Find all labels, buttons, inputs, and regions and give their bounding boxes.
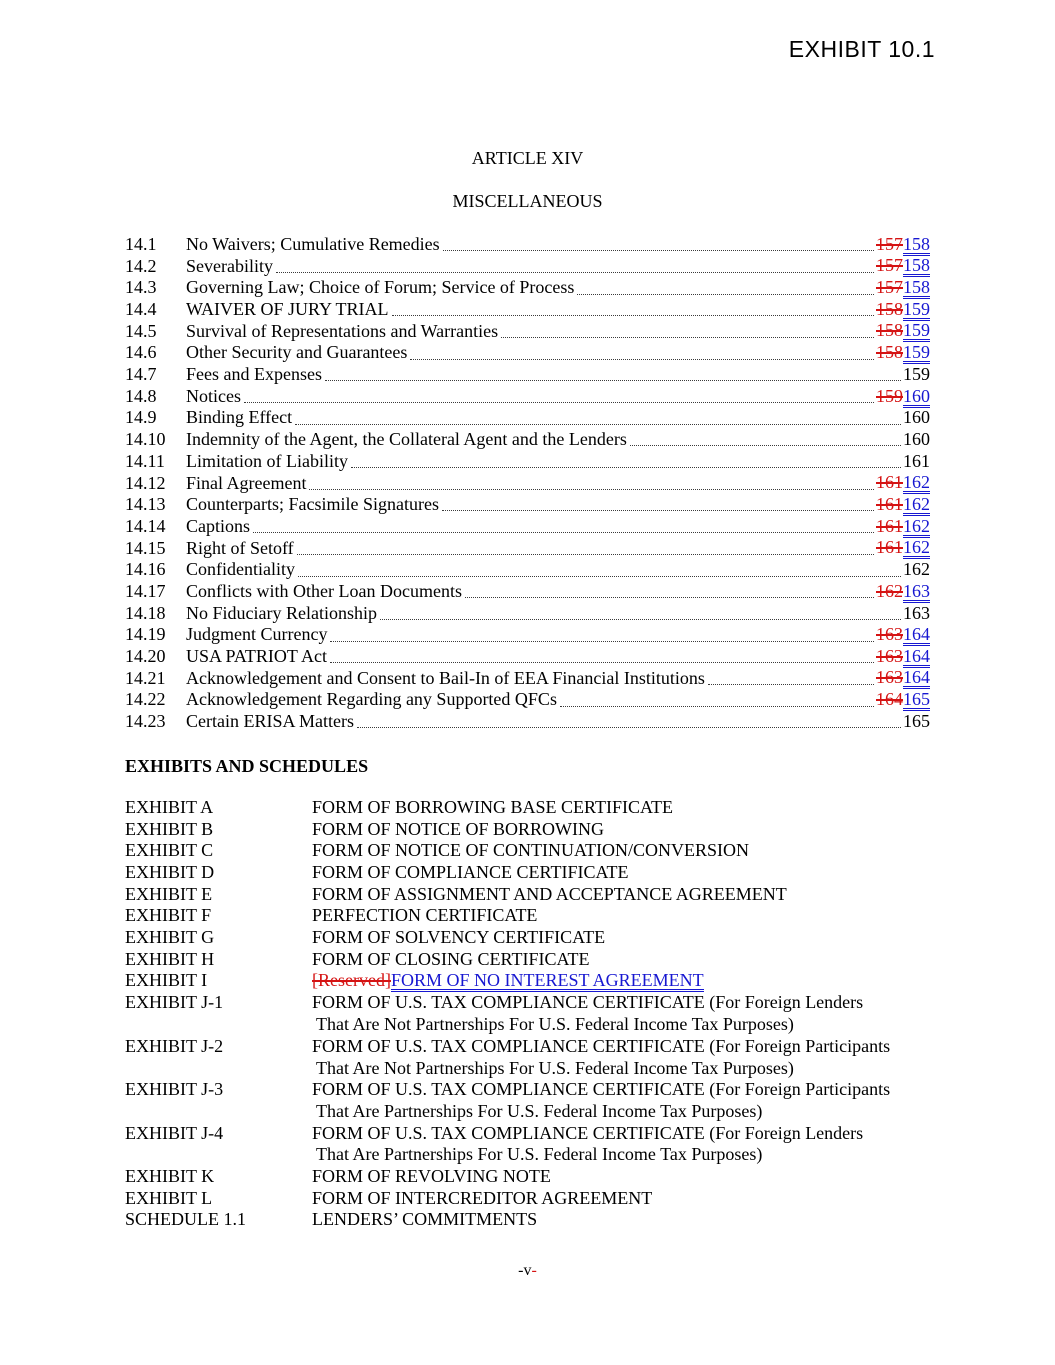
exhibit-description-line: FORM OF REVOLVING NOTE [312,1166,551,1187]
exhibit-row [125,1209,930,1231]
toc-page-new-inserted: 163 [903,580,930,601]
exhibit-row [125,1188,930,1210]
toc-page-old-deleted: 157 [876,255,903,276]
toc-page-numbers [903,429,930,451]
toc-page-old-deleted: 158 [876,342,903,363]
toc-page: 160 [903,429,930,450]
toc-section-title: Limitation of Liability [186,450,348,471]
toc-page-old-deleted: 164 [876,689,903,710]
toc-dotted-leader [253,532,874,533]
toc-section-number: 14.21 [125,667,166,688]
toc-dotted-leader [330,662,874,663]
toc-section-number: 14.2 [125,255,157,276]
exhibit-description [312,992,930,1035]
toc-entry [125,538,930,560]
toc-entry [125,603,930,625]
exhibit-label: EXHIBIT H [125,948,215,969]
toc-page-old-deleted: 163 [876,645,903,666]
toc-dotted-leader [380,619,901,620]
toc-section-title: Judgment Currency [186,624,328,645]
toc-dotted-leader [501,337,874,338]
toc-entry [125,277,930,299]
toc-dotted-leader [708,684,874,685]
table-of-contents [125,234,930,733]
toc-entry [125,624,930,646]
toc-entry [125,451,930,473]
toc-entry [125,711,930,733]
exhibit-row [125,862,930,884]
toc-page-numbers [903,451,930,473]
toc-entry [125,364,930,386]
toc-entry [125,494,930,516]
toc-entry [125,234,930,256]
toc-page-old-deleted: 161 [876,493,903,514]
article-subtitle: MISCELLANEOUS [452,191,603,211]
exhibit-list [125,797,930,1231]
exhibit-description-line: That Are Partnerships For U.S. Federal Income Tax Purposes) [316,1100,763,1121]
exhibit-label: EXHIBIT A [125,796,214,817]
toc-page-numbers [876,624,930,646]
toc-section-title: WAIVER OF JURY TRIAL [186,299,389,320]
toc-page-new-inserted: 164 [903,667,930,688]
footer-page-number [0,1262,1055,1280]
exhibit-description [312,862,930,884]
toc-page-old-deleted: 161 [876,515,903,536]
exhibit-description-line: FORM OF U.S. TAX COMPLIANCE CERTIFICATE (For Foreign Participants [312,1079,891,1100]
toc-section-number: 14.16 [125,559,166,580]
toc-page-numbers [903,407,930,429]
toc-page-new-inserted: 162 [903,515,930,536]
toc-section-title: Certain ERISA Matters [186,711,354,732]
toc-section-title: Binding Effect [186,407,293,428]
exhibit-row [125,949,930,971]
exhibit-label: EXHIBIT L [125,1187,213,1208]
toc-page-numbers [876,234,930,256]
toc-page-old-deleted: 163 [876,667,903,688]
article-title: ARTICLE XIV [471,148,584,168]
exhibit-label: EXHIBIT D [125,861,215,882]
exhibit-row [125,905,930,927]
exhibit-description [312,927,930,949]
toc-section-number: 14.3 [125,277,157,298]
toc-page: 160 [903,407,930,428]
exhibit-description [312,970,930,992]
toc-page-numbers [876,299,930,321]
toc-section-number: 14.10 [125,429,166,450]
toc-page-numbers [876,537,930,559]
exhibit-label: EXHIBIT G [125,927,215,948]
toc-page-numbers [903,603,930,625]
exhibit-label: EXHIBIT I [125,970,208,991]
exhibit-description [312,840,930,862]
toc-section-number: 14.19 [125,624,166,645]
toc-entry [125,646,930,668]
toc-page-numbers [876,255,930,277]
exhibit-label: EXHIBIT J-1 [125,992,224,1013]
toc-section-title: Indemnity of the Agent, the Collateral Agent and the Lenders [186,429,627,450]
toc-dotted-leader [410,359,874,360]
toc-entry [125,256,930,278]
toc-dotted-leader [465,597,874,598]
exhibit-label: EXHIBIT F [125,905,212,926]
toc-section-number: 14.7 [125,364,157,385]
exhibit-row [125,840,930,862]
toc-section-title: Fees and Expenses [186,364,322,385]
toc-entry [125,429,930,451]
toc-page-old-deleted: 159 [876,385,903,406]
exhibit-description-line: FORM OF NOTICE OF CONTINUATION/CONVERSION [312,840,750,861]
toc-page-old-deleted: 161 [876,472,903,493]
toc-page-old-deleted: 157 [876,277,903,298]
toc-page-numbers [903,364,930,386]
toc-section-number: 14.20 [125,646,166,667]
exhibit-row [125,1036,930,1079]
toc-dotted-leader [298,576,901,577]
exhibit-label: EXHIBIT C [125,840,214,861]
exhibit-row [125,797,930,819]
exhibit-description [312,1036,930,1079]
toc-page: 163 [903,602,930,623]
toc-page-numbers [903,559,930,581]
toc-page-new-inserted: 165 [903,689,930,710]
toc-section-number: 14.6 [125,342,157,363]
toc-section-title: Notices [186,385,241,406]
toc-page-old-deleted: 163 [876,624,903,645]
exhibit-description-line: FORM OF U.S. TAX COMPLIANCE CERTIFICATE (For Foreign Lenders [312,992,864,1013]
toc-section-title: Acknowledgement Regarding any Supported QFCs [186,689,557,710]
exhibit-row [125,927,930,949]
toc-page-numbers [876,689,930,711]
toc-section-title: Governing Law; Choice of Forum; Service of Process [186,277,575,298]
toc-page-numbers [876,494,930,516]
exhibit-label: EXHIBIT J-2 [125,1035,224,1056]
toc-entry [125,408,930,430]
exhibit-row [125,1166,930,1188]
toc-entry [125,689,930,711]
toc-dotted-leader [577,294,874,295]
toc-section-number: 14.1 [125,233,157,254]
toc-page: 165 [903,711,930,732]
toc-section-number: 14.9 [125,407,157,428]
exhibit-description [312,819,930,841]
toc-section-number: 14.8 [125,385,157,406]
toc-section-title: Survival of Representations and Warranties [186,320,499,341]
toc-page-old-deleted: 162 [876,580,903,601]
toc-entry [125,386,930,408]
toc-entry [125,559,930,581]
toc-dotted-leader [297,554,874,555]
exhibit-description [312,949,930,971]
toc-dotted-leader [330,641,874,642]
toc-page-new-inserted: 159 [903,342,930,363]
toc-page-numbers [903,711,930,733]
exhibit-row [125,884,930,906]
exhibit-description [312,1188,930,1210]
exhibit-row [125,1079,930,1122]
toc-section-title: Final Agreement [186,472,307,493]
toc-page-new-inserted: 158 [903,255,930,276]
toc-page-new-inserted: 160 [903,385,930,406]
footer-page-label: -v [518,1262,532,1279]
toc-dotted-leader [392,315,874,316]
toc-entry [125,299,930,321]
toc-dotted-leader [357,727,901,728]
exhibit-description-line: LENDERS’ COMMITMENTS [312,1209,538,1230]
exhibit-description [312,884,930,906]
exhibit-description [312,797,930,819]
toc-page-old-deleted: 158 [876,320,903,341]
toc-entry [125,342,930,364]
exhibit-label: EXHIBIT E [125,883,213,904]
toc-section-number: 14.18 [125,602,166,623]
toc-dotted-leader [244,402,874,403]
toc-page-numbers [876,516,930,538]
toc-dotted-leader [443,250,874,251]
exhibit-description-line [312,970,930,992]
toc-dotted-leader [295,424,901,425]
toc-entry [125,668,930,690]
toc-section-title: Conflicts with Other Loan Documents [186,580,462,601]
toc-page: 159 [903,364,930,385]
toc-page-new-inserted: 164 [903,624,930,645]
toc-section-number: 14.23 [125,711,166,732]
toc-section-number: 14.14 [125,515,166,536]
exhibit-row [125,819,930,841]
exhibit-row [125,1123,930,1166]
toc-entry [125,473,930,495]
exhibit-description-line: That Are Partnerships For U.S. Federal Income Tax Purposes) [316,1144,763,1165]
exhibit-description-line: FORM OF INTERCREDITOR AGREEMENT [312,1187,653,1208]
toc-section-number: 14.13 [125,494,166,515]
toc-section-title: USA PATRIOT Act [186,646,328,667]
exhibit-description-line: FORM OF BORROWING BASE CERTIFICATE [312,796,673,817]
toc-dotted-leader [325,380,901,381]
toc-section-number: 14.15 [125,537,166,558]
toc-section-title: No Fiduciary Relationship [186,602,377,623]
exhibit-description-line: FORM OF U.S. TAX COMPLIANCE CERTIFICATE (For Foreign Participants [312,1035,891,1056]
exhibit-label: EXHIBIT J-3 [125,1079,224,1100]
exhibit-description [312,905,930,927]
exhibit-label: EXHIBIT K [125,1166,215,1187]
exhibit-description-line: FORM OF NOTICE OF BORROWING [312,818,605,839]
toc-page-numbers [876,646,930,668]
toc-dotted-leader [309,489,874,490]
toc-page-new-inserted: 164 [903,645,930,666]
exhibit-label: EXHIBIT B [125,818,214,839]
toc-page-new-inserted: 159 [903,320,930,341]
toc-section-title: Confidentiality [186,559,295,580]
exhibit-description-line: That Are Not Partnerships For U.S. Federal Income Tax Purposes) [316,1057,794,1078]
toc-section-title: Other Security and Guarantees [186,342,408,363]
toc-page-numbers [876,667,930,689]
exhibit-description [312,1079,930,1122]
toc-page-new-inserted: 158 [903,277,930,298]
toc-page-new-inserted: 162 [903,472,930,493]
toc-page-numbers [876,342,930,364]
toc-section-number: 14.17 [125,580,166,601]
toc-page-old-deleted: 157 [876,233,903,254]
deleted-text: [Reserved] [312,970,391,991]
toc-page-numbers [876,472,930,494]
toc-page-numbers [876,277,930,299]
exhibits-schedules-heading: EXHIBITS AND SCHEDULES [125,755,369,776]
toc-entry [125,581,930,603]
footer-deleted-dash: - [531,1262,537,1279]
toc-section-number: 14.11 [125,450,165,471]
toc-section-title: Captions [186,515,251,536]
toc-entry [125,321,930,343]
toc-page-old-deleted: 161 [876,537,903,558]
exhibit-description-line: That Are Not Partnerships For U.S. Federal Income Tax Purposes) [316,1014,794,1035]
exhibit-description [312,1123,930,1166]
toc-dotted-leader [560,706,874,707]
toc-section-number: 14.4 [125,299,157,320]
toc-page-new-inserted: 162 [903,493,930,514]
exhibit-row [125,970,930,992]
toc-section-title: Severability [186,255,273,276]
exhibit-tag: EXHIBIT 10.1 [788,36,935,62]
toc-section-number: 14.22 [125,689,166,710]
exhibit-label: SCHEDULE 1.1 [125,1209,246,1230]
toc-dotted-leader [276,272,874,273]
exhibit-description [312,1209,930,1231]
toc-page-numbers [876,581,930,603]
toc-section-title: Counterparts; Facsimile Signatures [186,494,439,515]
toc-dotted-leader [351,467,901,468]
toc-section-number: 14.12 [125,472,166,493]
toc-section-number: 14.5 [125,320,157,341]
exhibit-description-line: PERFECTION CERTIFICATE [312,905,538,926]
toc-dotted-leader [442,510,874,511]
toc-section-title: Acknowledgement and Consent to Bail-In of EEA Financial Institutions [186,667,705,688]
toc-dotted-leader [630,445,901,446]
exhibit-label: EXHIBIT J-4 [125,1122,224,1143]
toc-page-new-inserted: 158 [903,233,930,254]
toc-page-old-deleted: 158 [876,298,903,319]
exhibit-description-line: FORM OF U.S. TAX COMPLIANCE CERTIFICATE (For Foreign Lenders [312,1122,864,1143]
exhibit-description [312,1166,930,1188]
toc-page: 162 [903,559,930,580]
toc-section-title: Right of Setoff [186,537,294,558]
exhibit-description-line: FORM OF CLOSING CERTIFICATE [312,948,590,969]
exhibit-description-line: FORM OF SOLVENCY CERTIFICATE [312,927,606,948]
toc-page: 161 [903,450,930,471]
exhibit-row [125,992,930,1035]
toc-page-numbers [876,386,930,408]
toc-entry [125,516,930,538]
exhibit-description-line: FORM OF COMPLIANCE CERTIFICATE [312,861,629,882]
toc-section-title: No Waivers; Cumulative Remedies [186,233,440,254]
toc-page-numbers [876,320,930,342]
exhibit-description-line: FORM OF ASSIGNMENT AND ACCEPTANCE AGREEMENT [312,883,787,904]
toc-page-new-inserted: 159 [903,298,930,319]
inserted-text: FORM OF NO INTEREST AGREEMENT [390,970,704,991]
toc-page-new-inserted: 162 [903,537,930,558]
